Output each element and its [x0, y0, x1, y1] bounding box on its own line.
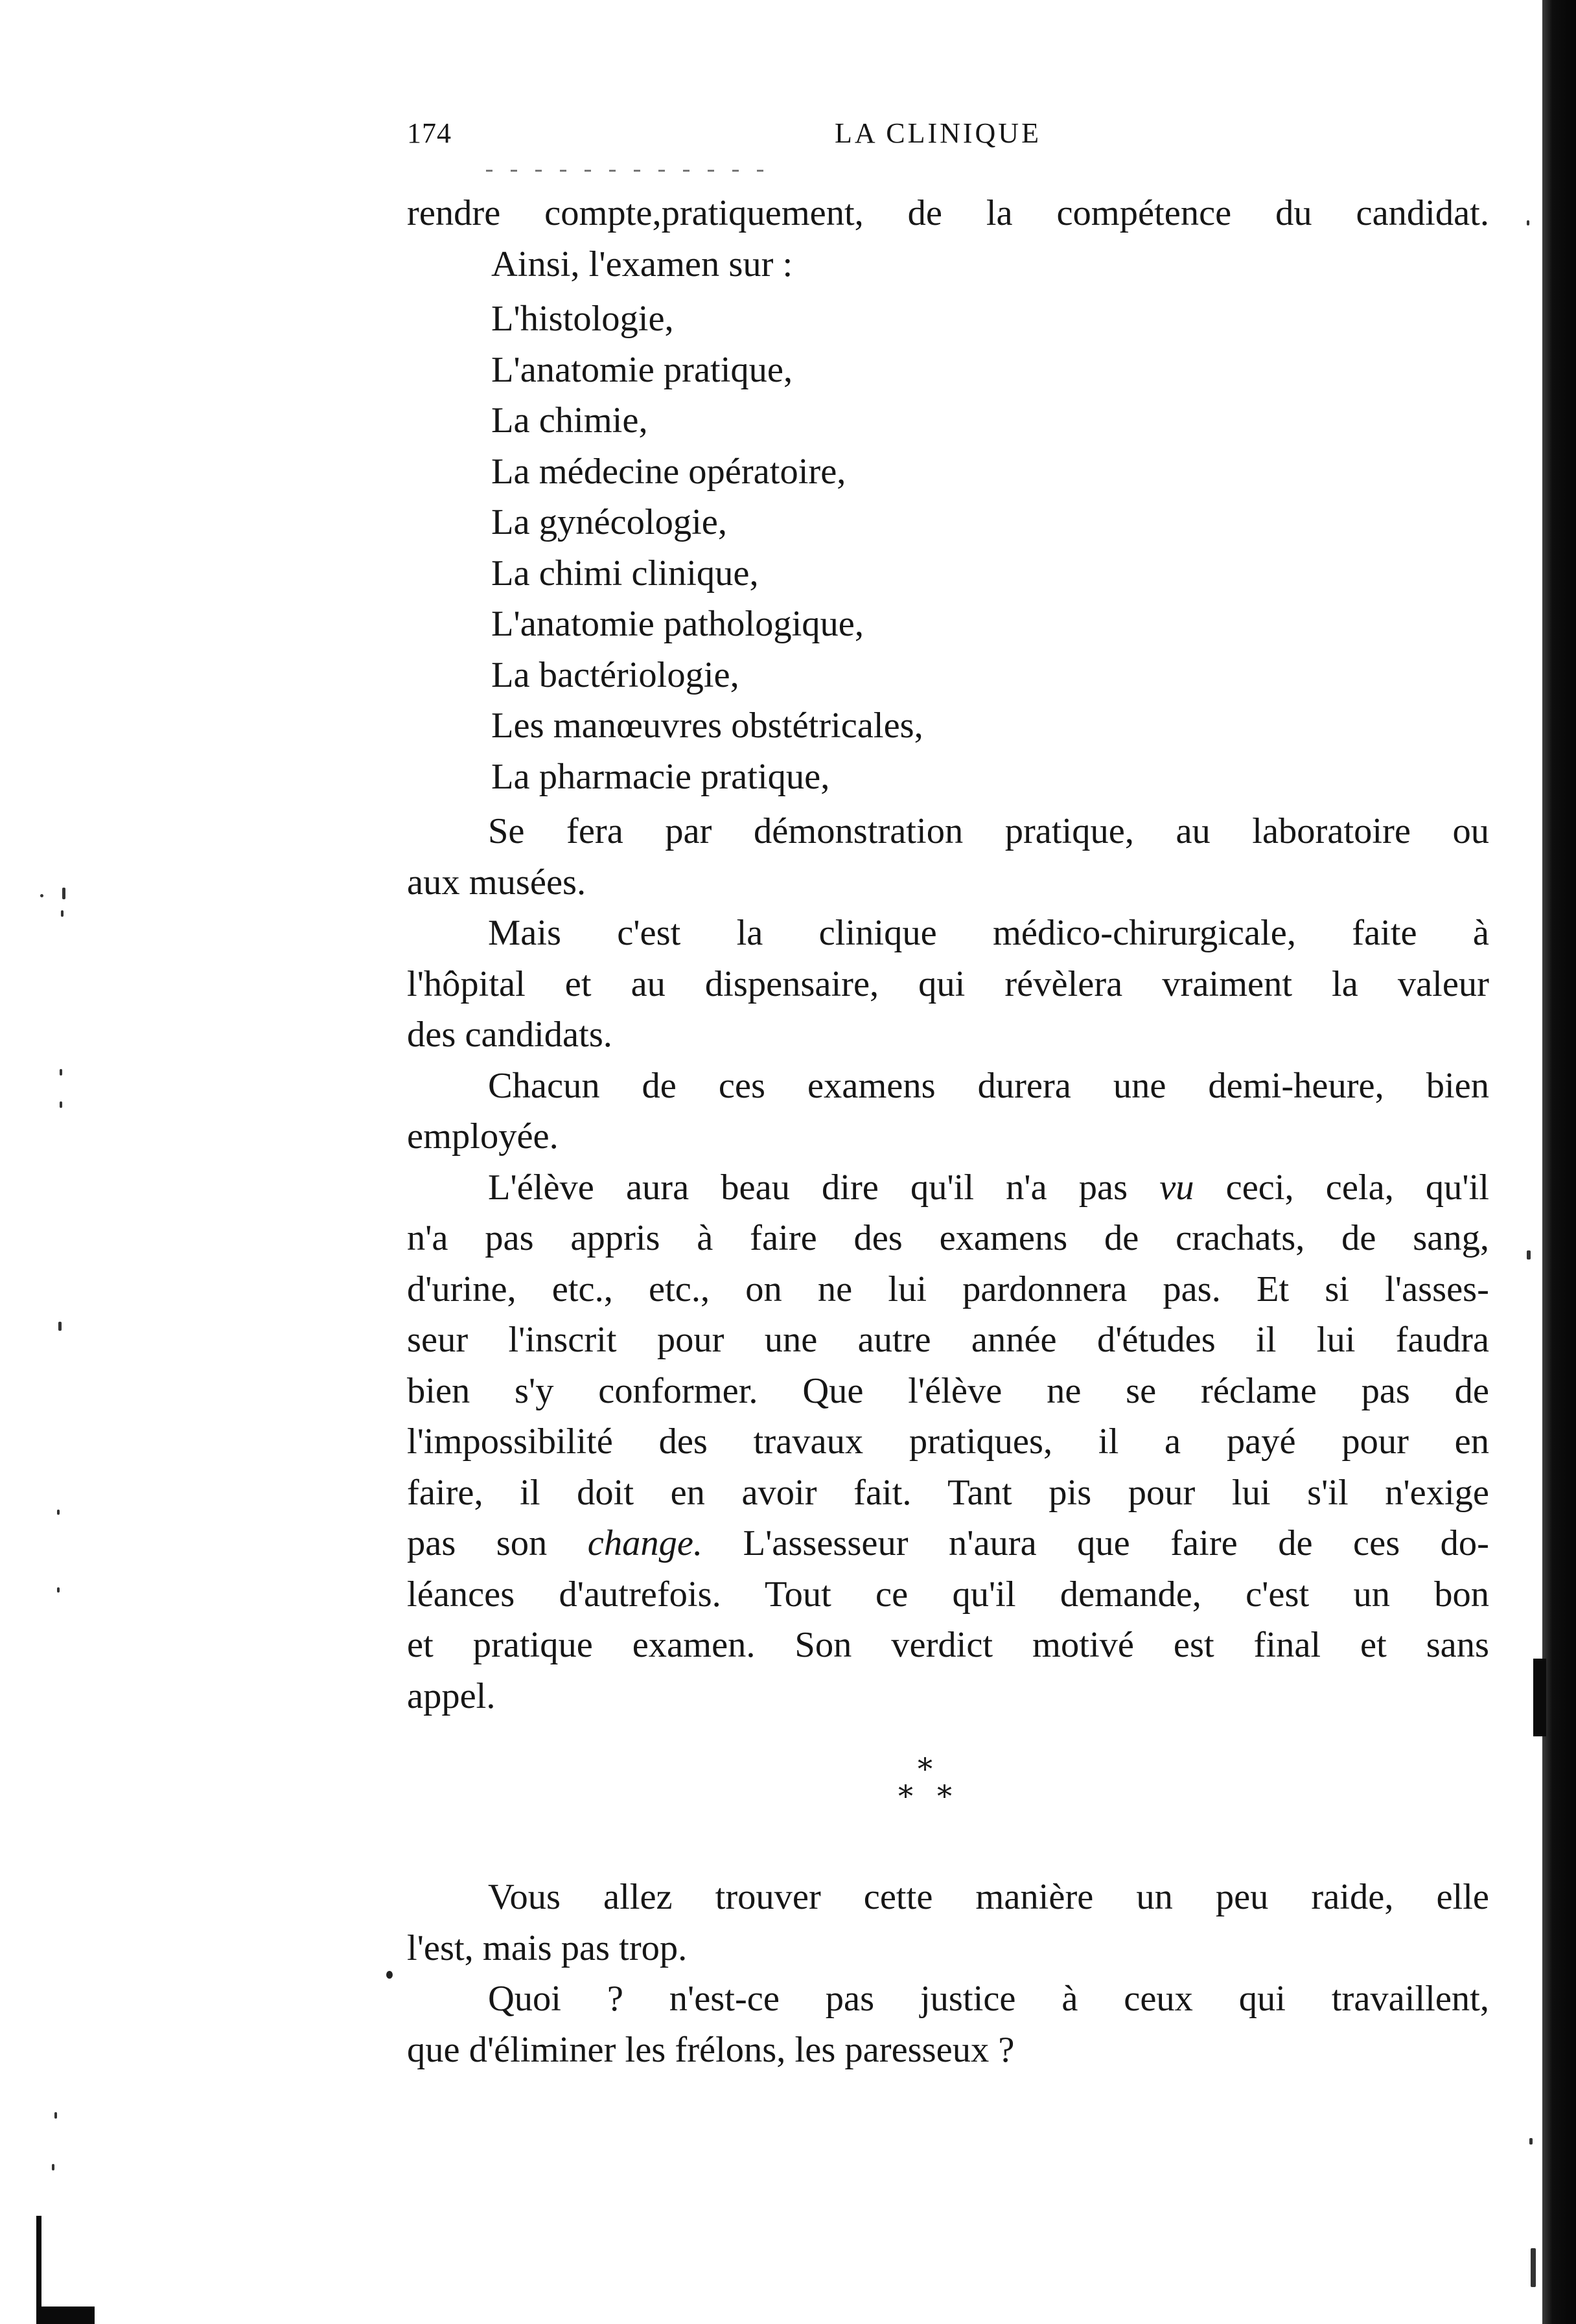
scan-speck — [60, 1069, 62, 1076]
text-run: L'assesseur n'aura que faire de ces do- — [702, 1523, 1489, 1563]
text-line: l'est, mais pas trop. — [407, 1927, 688, 1968]
list-item: La chimie, — [491, 400, 648, 441]
page-number: 174 — [407, 117, 452, 149]
paragraph — [407, 1162, 1489, 1722]
text-line: Se fera par démonstration pratique, au laboratoire ou — [488, 811, 1489, 851]
scan-speck — [40, 894, 43, 897]
corner-mark-horizontal — [36, 2307, 95, 2324]
scan-speck — [57, 1510, 60, 1515]
section-break — [407, 1721, 1489, 1872]
list-item: Les manœuvres obstétricales, — [491, 706, 923, 746]
list-item: La bactériologie, — [491, 654, 739, 695]
text-line: Vous allez trouver cette manière un peu raide, elle — [488, 1877, 1489, 1917]
text-line: faire, il doit en avoir fait. Tant pis pour lui s'il n'exige — [407, 1472, 1489, 1513]
list-item: La pharmacie pratique, — [491, 756, 830, 797]
scan-speck — [60, 1101, 62, 1108]
paragraph — [407, 1061, 1489, 1162]
text-line: seur l'inscrit pour une autre année d'études il lui faudra — [407, 1320, 1489, 1360]
paragraph — [407, 806, 1489, 908]
binding-edge — [1542, 0, 1576, 2324]
list-item: La médecine opératoire, — [491, 451, 846, 492]
list-item: L'anatomie pathologique, — [491, 604, 864, 644]
asterism-star: * — [918, 1751, 933, 1786]
scan-speck — [54, 2112, 57, 2119]
list-item: La gynécologie, — [491, 502, 727, 542]
text-line: que d'éliminer les frélons, les paresseux ? — [407, 2029, 1015, 2070]
text-line: employée. — [407, 1116, 559, 1156]
subject-list — [407, 293, 1489, 802]
text-line: appel. — [407, 1675, 496, 1716]
text-line: aux musées. — [407, 862, 586, 903]
text-line: l'impossibilité des travaux pratiques, il a payé pour en — [407, 1421, 1489, 1462]
running-title: LA CLINIQUE — [835, 117, 1041, 149]
scan-speck — [1531, 2248, 1536, 2287]
text-line: rendre compte,pratiquement, de la compétence du candidat. — [407, 193, 1489, 233]
text-line: Quoi ? n'est-ce pas justice à ceux qui travaillent, — [488, 1979, 1489, 2019]
italic-word: vu — [1159, 1167, 1194, 1208]
text-line: Mais c'est la clinique médico-chirurgicale, faite à — [488, 913, 1489, 953]
text-run: L'élève aura beau dire qu'il n'a pas — [488, 1167, 1160, 1208]
text-line: l'hôpital et au dispensaire, qui révèlera vraiment la valeur — [407, 963, 1489, 1004]
asterism-star: * — [898, 1778, 913, 1813]
text-line: des candidats. — [407, 1015, 612, 1055]
text-run: pas son — [407, 1523, 588, 1563]
text-line: n'a pas appris à faire des examens de crachats, de sang, — [407, 1218, 1489, 1258]
paragraph — [407, 1973, 1489, 2075]
text-line — [407, 1162, 1489, 1214]
italic-word: change. — [587, 1523, 703, 1563]
text-line: bien s'y conformer. Que l'élève ne se réclame pas de — [407, 1370, 1489, 1411]
asterism — [886, 1751, 1016, 1832]
asterism-star: * — [937, 1778, 952, 1813]
text-line: léances d'autrefois. Tout ce qu'il demande, c'est un bon — [407, 1574, 1489, 1615]
paragraph — [407, 908, 1489, 1061]
paragraph — [407, 1872, 1489, 1973]
list-item: L'anatomie pratique, — [491, 349, 793, 390]
text-line: Ainsi, l'examen sur : — [491, 244, 793, 284]
text-line: et pratique examen. Son verdict motivé est final et sans — [407, 1625, 1489, 1665]
scan-speck — [1529, 2138, 1533, 2145]
scan-speck — [61, 910, 64, 917]
text-run: ceci, cela, qu'il — [1194, 1167, 1489, 1208]
text-line: d'urine, etc., etc., on ne lui pardonnera pas. Et si l'asses- — [407, 1269, 1489, 1309]
page-body — [407, 188, 1489, 2075]
text-line: Chacun de ces examens durera une demi-heure, bien — [488, 1065, 1489, 1106]
scan-speck — [58, 1322, 62, 1331]
list-item: L'histologie, — [491, 299, 674, 339]
scan-speck — [1527, 220, 1529, 225]
ink-dot — [386, 1971, 393, 1979]
scan-speck — [62, 888, 65, 899]
text-line — [407, 1518, 1489, 1569]
scan-speck — [1527, 1250, 1531, 1260]
binding-notch — [1533, 1659, 1546, 1736]
list-item: La chimi clinique, — [491, 553, 759, 593]
page-header — [407, 117, 1081, 155]
scan-speck — [52, 2164, 54, 2170]
header-rule — [486, 170, 771, 172]
scan-speck — [57, 1587, 60, 1593]
